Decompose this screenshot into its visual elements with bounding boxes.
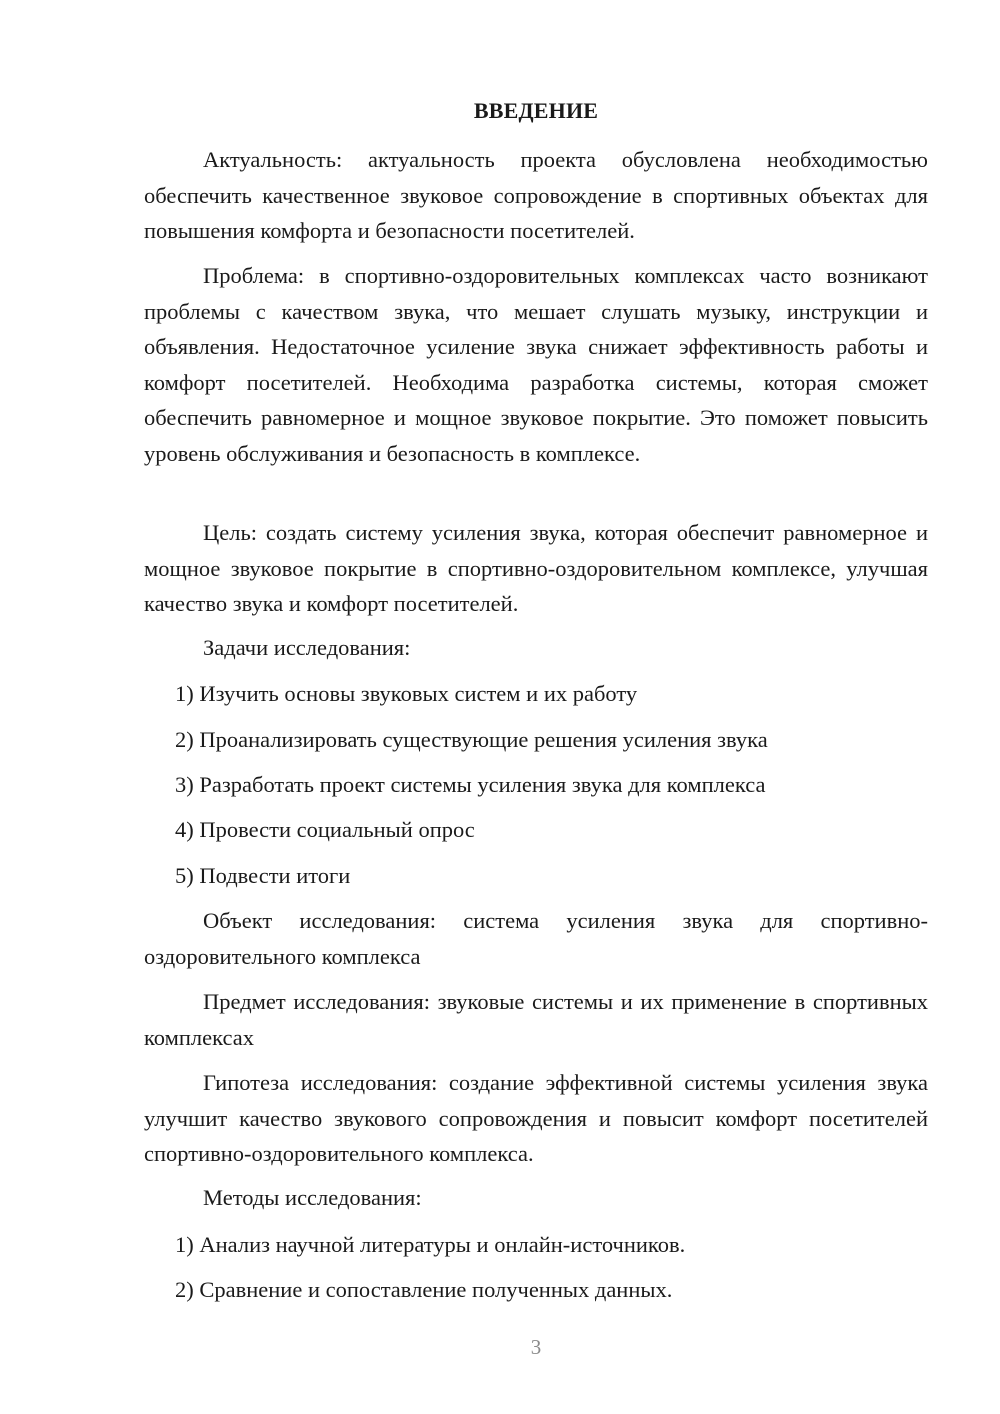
method-item: 2) Сравнение и сопоставление полученных данных. bbox=[175, 1277, 673, 1302]
task-item: 1) Изучить основы звуковых систем и их работу bbox=[175, 681, 638, 706]
document-page bbox=[144, 0, 928, 1414]
methods-heading: Методы исследования: bbox=[203, 1185, 422, 1210]
hypothesis-paragraph: Гипотеза исследования: создание эффективной системы усиления звука улучшит качество звукового сопровождения и повысит комфорт посетителей спортивно-оздоровительного комплекса. bbox=[144, 1070, 928, 1166]
subject-paragraph: Предмет исследования: звуковые системы и их применение в спортивных комплексах bbox=[144, 989, 928, 1050]
goal-paragraph: Цель: создать систему усиления звука, которая обеспечит равномерное и мощное звуковое покрытие в спортивно-оздоровительном комплексе, улучшая качество звука и комфорт посетителей. bbox=[144, 520, 928, 616]
relevance-paragraph: Актуальность: актуальность проекта обусловлена необходимостью обеспечить качественное звуковое сопровождение в спортивных объектах для повышения комфорта и безопасности посетителей. bbox=[144, 147, 928, 243]
method-item: 1) Анализ научной литературы и онлайн-источников. bbox=[175, 1232, 686, 1257]
task-item: 5) Подвести итоги bbox=[175, 863, 351, 888]
task-item: 2) Проанализировать существующие решения усиления звука bbox=[175, 727, 768, 752]
section-title: ВВЕДЕНИЕ bbox=[473, 98, 599, 123]
task-item: 3) Разработать проект системы усиления звука для комплекса bbox=[175, 772, 766, 797]
tasks-heading: Задачи исследования: bbox=[203, 635, 411, 660]
object-paragraph: Объект исследования: система усиления звука для спортивно-оздоровительного комплекса bbox=[144, 908, 928, 969]
page-number: 3 bbox=[530, 1335, 542, 1359]
task-item: 4) Провести социальный опрос bbox=[175, 817, 475, 842]
problem-paragraph: Проблема: в спортивно-оздоровительных комплексах часто возникают проблемы с качеством звука, что мешает слушать музыку, инструкции и объявления. Недостаточное усиление звука снижает эффективность работы и комфорт посетителей. Необходима разработка системы, которая сможет обеспечить равномерное и мощное звуковое покрытие. Это поможет повысить уровень обслуживания и безопасность в комплексе. bbox=[144, 263, 928, 466]
